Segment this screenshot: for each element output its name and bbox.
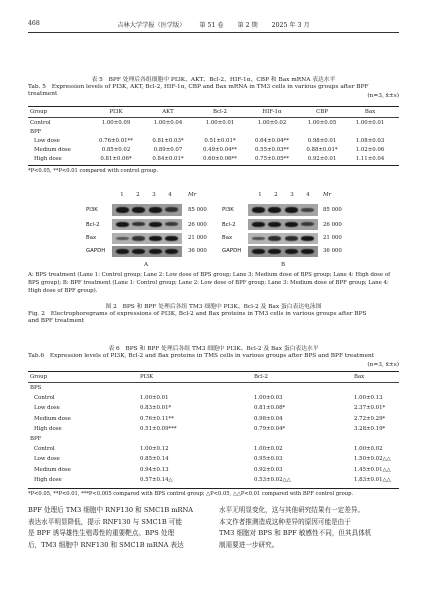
table-cell-group: Medium dose: [34, 466, 71, 473]
table-cell-group: High dose: [34, 156, 62, 162]
table-cell-group: Control: [34, 446, 55, 453]
table-cell: 2.37±0.01*: [354, 405, 386, 412]
table-cell: 1.00±0.04: [153, 120, 183, 126]
table-cell: 1.00±0.12: [140, 446, 169, 453]
panel-b-mr-label: Mr: [323, 192, 332, 198]
table-cell-group: High dose: [34, 476, 62, 483]
table-cell: 0.92±0.03: [254, 466, 283, 473]
page-number: 468: [28, 20, 40, 27]
table-cell: 1.00±0.01: [355, 120, 385, 126]
table-cell-group: Low dose: [34, 138, 60, 144]
journal-date: 2025 年 3 月: [271, 22, 310, 29]
table-cell: 1.00±0.13: [354, 395, 383, 402]
table-cell: 1.00±0.01: [205, 120, 235, 126]
figure2-legend-line2: BPS group); B: BPF treatment (Lane 1: Control group; Lane 2: Low dose of BPF group; Lane 3: Medium dose of BPF group; Lane 4:: [28, 279, 389, 286]
table-cell: 1.00±0.02: [257, 120, 287, 126]
panel-b-mw-pi3k: 85 000: [323, 207, 342, 213]
body-left-column: [28, 505, 208, 551]
table-cell-group: BPS: [30, 385, 42, 391]
table6-col-group: Group: [30, 374, 48, 380]
table-cell: 0.55±0.03**: [255, 147, 289, 153]
panel-b-lane-1: 1: [258, 192, 262, 198]
table6-top-rule: [28, 371, 399, 372]
table6-caption-zh: 表 6 BPS 和 BPF 处理后各组 TM3 细胞中 PI3K、Bcl-2 及 Bax 蛋白表达水平: [108, 346, 319, 352]
panel-b-blot-bax: [248, 233, 318, 244]
panel-b-mw-bcl2: 26 000: [323, 222, 342, 228]
body-right-line-3: TM3 细胞对 BPS 和 BPF 敏感性不同，但其具体机: [219, 529, 372, 538]
table-cell: 0.57±0.14△: [140, 476, 173, 483]
panel-a-blot-gapdh: [112, 246, 182, 257]
panel-b-label-bax: Bax: [222, 235, 233, 241]
table-cell: 1.00±0.02: [254, 446, 283, 453]
table5-unit: (n=3, x̄±s): [367, 92, 399, 99]
table-cell: 1.02±0.06: [355, 147, 385, 153]
figure2-legend-line3: High dose of BPF group).: [28, 287, 98, 294]
table-cell: 1.00±0.03: [254, 395, 283, 402]
table-cell: 0.76±0.11**: [140, 415, 174, 422]
table6-unit: (n=3, x̄±s): [367, 361, 399, 368]
table-cell: 1.11±0.04: [355, 156, 385, 162]
table-cell-group: BPF: [30, 129, 42, 135]
table-cell-group: Low dose: [34, 405, 60, 412]
table6-bottom-rule: [28, 488, 399, 489]
table-cell: 2.72±0.29*: [354, 415, 386, 422]
body-left-line-1: BPF 处理后 TM3 细胞中 RNF130 和 SMC1B mRNA: [28, 506, 194, 514]
figure2-legend-line1: A: BPS treatment (Lane 1: Control group; Lane 2: Low dose of BPS group; Lane 3: Medium dose of BPS group; Lane 4: High dose of: [28, 272, 391, 278]
table6-caption-en: Tab.6 Expression levels of PI3K, Bcl-2 and Bax proteins in TMS cells in various groups after BPS and BPF treatment: [28, 353, 375, 359]
table6-col-pi3k: PI3K: [140, 374, 154, 380]
table6-col-bcl2: Bcl-2: [254, 374, 268, 380]
table-cell: 0.98±0.04: [254, 415, 283, 422]
panel-b-label-gapdh: GAPDH: [222, 248, 242, 254]
table6-header-rule: [28, 382, 399, 383]
panel-a-mw-gapdh: 36 000: [188, 248, 207, 254]
table-cell: 0.81±0.03*: [152, 138, 184, 144]
header-rule: [28, 32, 399, 33]
table-cell: 0.81±0.08*: [254, 405, 286, 412]
table-cell: 1.45±0.01△△: [354, 466, 391, 473]
table-cell: 0.88±0.01*: [306, 147, 338, 153]
table6-col-bax: Bax: [354, 374, 365, 380]
panel-a-label-bcl2: Bcl-2: [86, 222, 100, 228]
table5-caption-en-line2: treatment: [28, 91, 58, 98]
table5-col-bax: Bax: [364, 109, 376, 115]
table-cell: 0.60±0.06**: [203, 156, 237, 162]
table5-caption-en: [28, 84, 399, 100]
panel-b-blot-gapdh: [248, 246, 318, 257]
body-right-line-2: 本文作者推测造成这种差异的原因可能是由于: [219, 517, 351, 526]
table-cell: 0.84±0.01*: [152, 156, 184, 162]
table-cell-group: High dose: [34, 425, 62, 432]
panel-a-lane-3: 3: [152, 192, 156, 198]
table5-caption-en-line1: Tab. 5 Expression levels of PI3K, AKT, Bcl-2, HIF-1α, CBP and Bax mRNA in TM3 cells in various groups after BPF: [28, 84, 369, 90]
table5-top-rule: [28, 106, 399, 107]
body-left-line-4: 后，TM3 细胞中 RNF130 和 SMC1B mRNA 表达: [28, 540, 184, 549]
figure2-caption-zh: 图 2 BPS 和 BPF 处理后各组 TM3 细胞中 PI3K、Bcl-2 及 Bax 蛋白表达电泳图: [105, 304, 322, 310]
panel-a-blot-bax: [112, 233, 182, 244]
table-cell: 1.00±0.02: [354, 446, 383, 453]
panel-a-blot-pi3k: [112, 204, 182, 216]
panel-a-mr-label: Mr: [188, 192, 197, 198]
table-cell-group: Medium dose: [34, 415, 71, 422]
panel-a-letter: A: [144, 262, 149, 268]
panel-a-label-bax: Bax: [86, 235, 97, 241]
panel-b-label-bcl2: Bcl-2: [222, 222, 236, 228]
table-cell: 0.95±0.03: [254, 456, 283, 463]
table-cell: 0.76±0.01**: [99, 138, 133, 144]
panel-a-mw-pi3k: 85 000: [188, 207, 207, 213]
figure2-caption-en: [28, 311, 399, 326]
panel-a-blot-bcl2: [112, 219, 182, 230]
panel-a-mw-bcl2: 26 000: [188, 222, 207, 228]
panel-a-lane-4: 4: [168, 192, 172, 198]
table5-header-rule: [28, 117, 399, 118]
table5-note: *P<0.05, **P<0.01 compared with control group.: [28, 168, 159, 174]
table5-caption-zh: 表 5 BPF 处理后各组细胞中 PI3K、AKT、Bcl-2、HIF-1α、CBP 和 Bax mRNA 表达水平: [91, 77, 336, 83]
table-cell: 0.85±0.14: [140, 456, 169, 463]
table5-col-hif1a: HIF-1α: [262, 109, 282, 115]
table-cell: 1.83±0.01△△: [354, 476, 391, 483]
figure2-caption-en-line2: and BPF treatment: [28, 318, 85, 325]
panel-b-blot-bcl2: [248, 219, 318, 230]
table5-col-cbp: CBP: [316, 109, 328, 115]
table-cell-group: Control: [30, 120, 51, 126]
table6-caption-en-wrap: [28, 353, 399, 361]
table-cell: 0.51±0.09***: [140, 425, 177, 432]
panel-b-lane-4: 4: [306, 192, 310, 198]
table-cell-group: BPF: [30, 436, 42, 442]
table-cell: 0.85±0.02: [101, 147, 131, 153]
panel-b-lane-3: 3: [290, 192, 294, 198]
table-cell: 1.00±0.05: [307, 120, 337, 126]
running-header: [28, 20, 399, 32]
table6-note: *P<0.05, **P<0.01, ***P<0.005 compared with BPS control group; △P<0.05, △△P<0.01 compared with BPF control group.: [28, 491, 354, 497]
table-cell: 0.51±0.01*: [204, 138, 236, 144]
journal-issue: 第 2 期: [237, 22, 258, 29]
panel-b-mw-gapdh: 36 000: [323, 248, 342, 254]
table-cell: 1.50±0.02△△: [354, 456, 391, 463]
table5-col-pi3k: PI3K: [109, 109, 123, 115]
table-cell-group: Medium dose: [34, 147, 71, 153]
journal-volume: 第 51 卷: [199, 22, 224, 29]
table-cell: 0.79±0.04*: [254, 425, 286, 432]
table-cell: 0.75±0.05**: [255, 156, 289, 162]
table-cell: 1.00±0.01: [140, 395, 169, 402]
panel-b-blot-pi3k: [248, 204, 318, 216]
table-cell: 0.81±0.06*: [100, 156, 132, 162]
body-left-line-2: 表达水平明显降低，提示 RNF130 与 SMC1B 可能: [28, 517, 182, 526]
table5-col-group: Group: [30, 109, 48, 115]
table-cell: 0.92±0.01: [307, 156, 337, 162]
panel-a-lane-1: 1: [120, 192, 124, 198]
figure2-legend: [28, 272, 399, 295]
body-left-line-3: 是 BPF 诱导雄性生殖毒性的重要靶点。BPS 处理: [28, 529, 175, 538]
panel-a-lane-2: 2: [136, 192, 140, 198]
table-cell: 0.49±0.04**: [203, 147, 237, 153]
table-cell: 3.28±0.19*: [354, 425, 386, 432]
panel-a-label-gapdh: GAPDH: [86, 248, 106, 254]
body-right-line-1: 水平无明显变化，这与其他研究结果有一定差异。: [219, 506, 365, 514]
table5-col-bcl2: Bcl-2: [213, 109, 227, 115]
body-right-line-4: 制需要进一步研究。: [219, 540, 279, 549]
table-cell-group: Low dose: [34, 456, 60, 463]
table-cell: 1.00±0.09: [101, 120, 131, 126]
table-cell: 0.64±0.04**: [255, 138, 289, 144]
journal-name: 吉林大学学报（医学版）: [117, 22, 186, 29]
table-cell: 0.98±0.01: [307, 138, 337, 144]
table-cell: 1.08±0.03: [355, 138, 385, 144]
panel-b-letter: B: [281, 262, 286, 268]
panel-a-label-pi3k: PI3K: [86, 207, 98, 213]
figure2-caption-en-line1: Fig. 2 Electrophoregrams of expressions of PI3K, Bcl-2 and Bax proteins in TM3 cells in various groups after BPS: [28, 311, 367, 317]
table-cell-group: Control: [34, 395, 55, 402]
table5-col-akt: AKT: [162, 109, 174, 115]
table-cell: 0.94±0.13: [140, 466, 169, 473]
table-cell: 0.83±0.01*: [140, 405, 172, 412]
table6-unit-wrap: [28, 361, 399, 369]
body-right-column: [219, 505, 399, 551]
panel-b-label-pi3k: PI3K: [222, 207, 234, 213]
table-cell: 0.53±0.02△△: [254, 476, 291, 483]
journal-info: [28, 20, 399, 29]
table-cell: 0.89±0.07: [153, 147, 183, 153]
panel-a-mw-bax: 21 000: [188, 235, 207, 241]
panel-b-lane-2: 2: [274, 192, 278, 198]
table5-bottom-rule: [28, 165, 399, 166]
panel-b-mw-bax: 21 000: [323, 235, 342, 241]
